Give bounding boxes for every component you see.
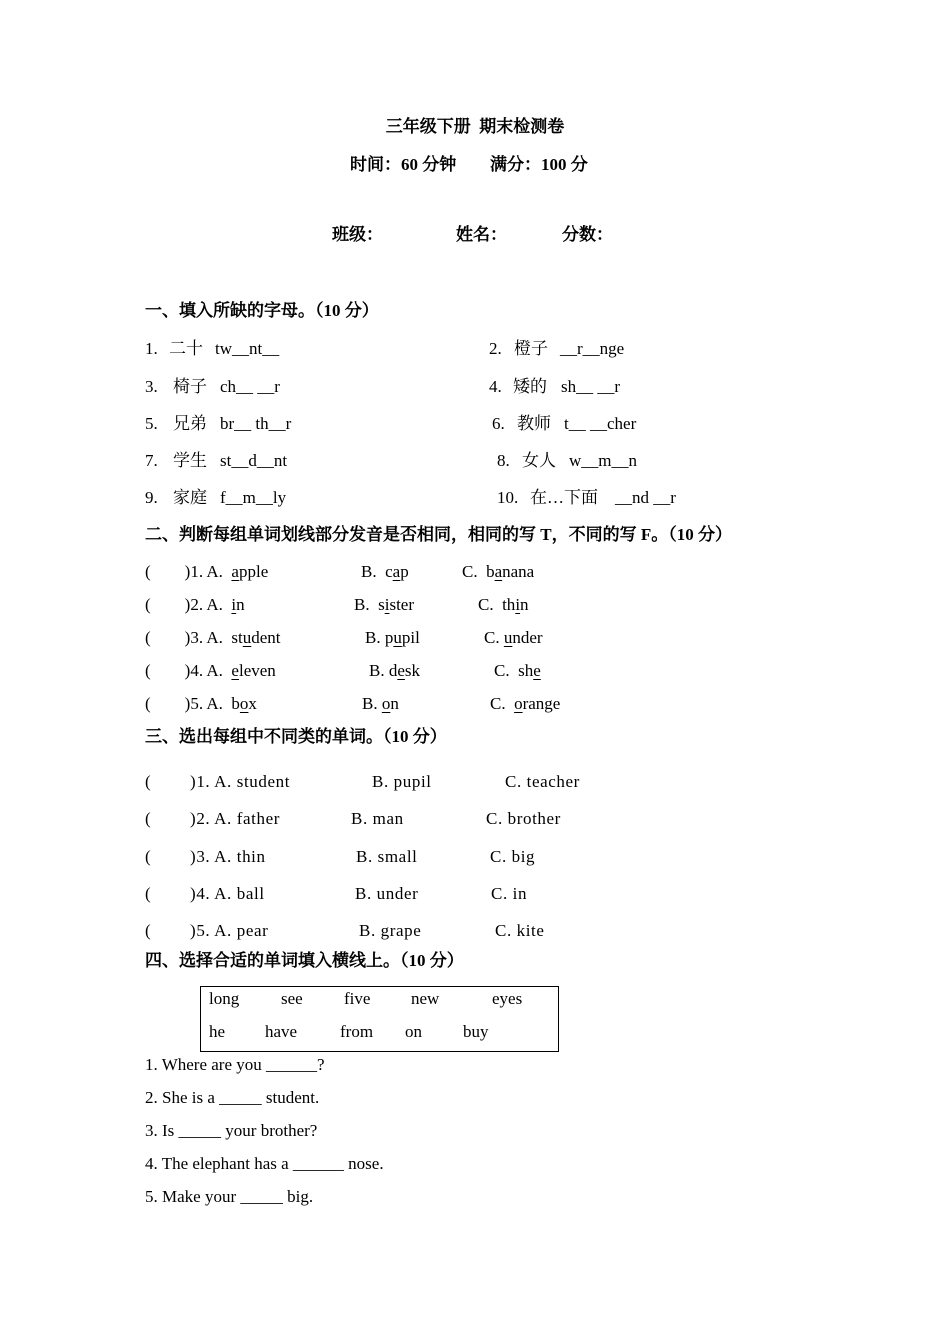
item-number: 5. [145,414,158,433]
item-number: 2. [489,339,502,358]
underlined-letter: o [239,694,249,713]
section3-heading: 三、选出每组中不同类的单词。（10 分） [145,727,447,746]
option-a-post: x [248,694,257,713]
class-label: 班级： [332,225,383,244]
item-number: 8. [497,451,510,470]
item-word: ch__ __r [220,377,280,396]
option-c: C. in [491,884,528,903]
option-b-post: pil [401,628,420,647]
underlined-letter: e [397,661,405,680]
item-chinese: 学生 [173,451,207,470]
section1-heading: 一、填入所缺的字母。（10 分） [145,301,379,320]
item-chinese: 二十 [169,339,203,358]
underlined-letter: o [514,694,523,713]
option-b: B. small [356,847,418,866]
option-c-post: nder [512,628,543,647]
option-a-post: n [236,595,245,614]
item-chinese: 教师 [517,414,551,433]
item-number: 10. [497,488,519,507]
item-chinese: 矮的 [513,377,547,396]
row-prefix: ( )5. A. [145,694,232,713]
fill-in-sentence: 5. Make your _____ big. [145,1187,314,1206]
word-bank-word: he [209,1022,226,1041]
option-a-pre: st [231,628,243,647]
underlined-letter: i [515,595,521,614]
underlined-letter: i [384,595,390,614]
name-label: 姓名： [456,225,507,244]
underlined-letter: e [533,661,541,680]
word-bank-word: eyes [492,989,523,1008]
option-b: B. under [355,884,419,903]
option-c-post: nana [502,562,535,581]
item-number: 7. [145,451,158,470]
option-b: B. man [351,809,404,828]
underlined-letter: o [381,694,391,713]
row-prefix-option-a: ( )3. A. thin [145,847,266,866]
word-bank-word: long [209,989,240,1008]
item-chinese: 椅子 [173,377,207,396]
option-b-post: ster [389,595,414,614]
option-b-pre: B. c [361,562,393,581]
section2-heading: 二、判断每组单词划线部分发音是否相同，相同的写 T，不同的写 F。（10 分） [145,525,732,544]
option-c: C. brother [486,809,561,828]
word-bank-word: on [405,1022,422,1041]
option-c-pre: C. [490,694,515,713]
option-c-post: range [522,694,561,713]
item-number: 4. [489,377,502,396]
item-chinese: 在…下面 [530,488,598,507]
row-prefix-option-a: ( )1. A. student [145,772,291,791]
option-b-post: p [400,562,409,581]
word-bank-word: five [344,989,371,1008]
item-word: tw__nt__ [215,339,280,358]
underlined-letter: u [242,628,252,647]
underlined-letter: a [231,562,239,581]
fill-in-sentence: 2. She is a _____ student. [145,1088,320,1107]
section4-heading: 四、选择合适的单词填入横线上。（10 分） [145,951,464,970]
option-b-post: sk [404,661,421,680]
option-c-pre: C. b [462,562,495,581]
option-a-pre: b [231,694,240,713]
fill-in-sentence: 1. Where are you ______? [145,1055,325,1074]
item-word: br__ th__r [220,414,292,433]
underlined-letter: u [393,628,402,647]
item-word: f__m__ly [220,488,287,507]
option-b-pre: B. d [369,661,398,680]
option-b-pre: B. [362,694,382,713]
option-c: C. big [490,847,536,866]
item-word: sh__ __r [561,377,621,396]
option-a-post: leven [238,661,276,680]
item-number: 1. [145,339,158,358]
option-c: C. teacher [505,772,580,791]
row-prefix: ( )3. A. [145,628,232,647]
underlined-letter: i [231,595,237,614]
item-chinese: 橙子 [514,339,548,358]
page-title: 三年级下册 期末检测卷 [385,117,565,136]
option-c-pre: C. sh [494,661,534,680]
row-prefix-option-a: ( )5. A. pear [145,921,269,940]
underlined-letter: e [231,661,239,680]
row-prefix-option-a: ( )2. A. father [145,809,280,828]
option-c: C. kite [495,921,545,940]
item-number: 9. [145,488,158,507]
option-b-pre: B. s [354,595,385,614]
row-prefix: ( )4. A. [145,661,232,680]
fill-in-sentence: 3. Is _____ your brother? [145,1121,318,1140]
word-bank-word: new [411,989,440,1008]
item-chinese: 家庭 [173,488,207,507]
item-word: st__d__nt [220,451,288,470]
option-b-post: n [390,694,399,713]
row-prefix: ( )1. A. [145,562,232,581]
item-number: 3. [145,377,158,396]
item-word: __r__nge [560,339,625,358]
option-b: B. pupil [372,772,432,791]
underlined-letter: a [392,562,401,581]
underlined-letter: u [503,628,513,647]
underlined-letter: a [494,562,503,581]
option-a-post: dent [251,628,281,647]
item-word: t__ __cher [564,414,637,433]
item-word: w__m__n [569,451,637,470]
option-a-post: pple [238,562,269,581]
option-c-pre: C. [484,628,504,647]
option-b-pre: B. p [365,628,394,647]
item-chinese: 兄弟 [173,414,207,433]
item-number: 6. [492,414,505,433]
word-bank-word: from [340,1022,374,1041]
points-label: 分数： [562,225,613,244]
fill-in-sentence: 4. The elephant has a ______ nose. [145,1154,384,1173]
word-bank-word: see [281,989,303,1008]
option-c-post: n [520,595,529,614]
score-label: 满分：100 分 [490,155,588,174]
item-chinese: 女人 [522,451,556,470]
word-bank-word: buy [463,1022,489,1041]
option-c-pre: C. th [478,595,516,614]
time-label: 时间：60 分钟 [350,155,457,174]
row-prefix: ( )2. A. [145,595,232,614]
row-prefix-option-a: ( )4. A. ball [145,884,265,903]
item-word: __nd __r [615,488,676,507]
word-bank-word: have [265,1022,298,1041]
option-b: B. grape [359,921,422,940]
